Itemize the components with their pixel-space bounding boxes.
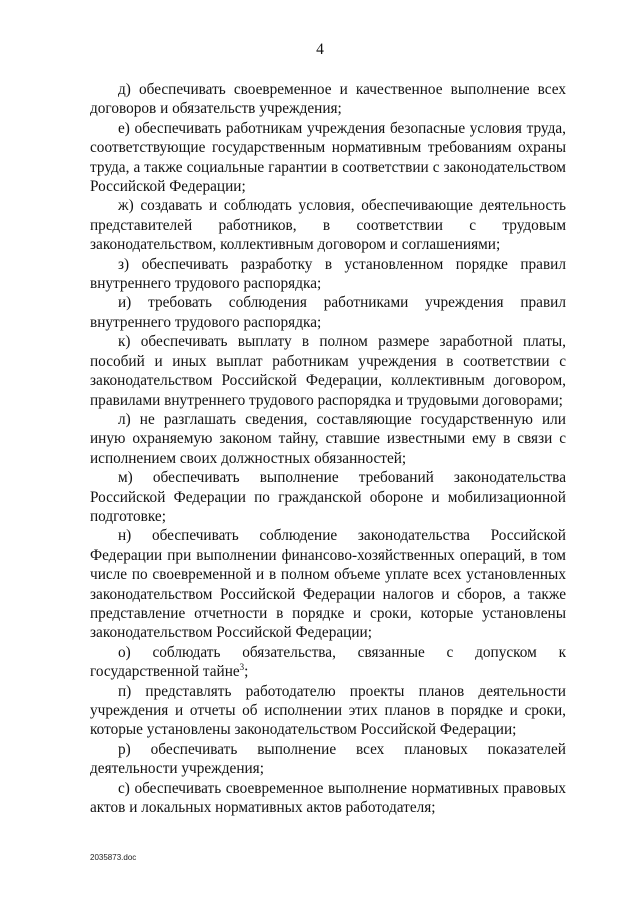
paragraph-l xyxy=(90,410,566,468)
paragraph-p xyxy=(90,682,566,740)
paragraph-z xyxy=(90,255,566,294)
paragraph-text: с) обеспечивать своевременное выполнение нормативных правовых актов и локальных нормативных актов работодателя; xyxy=(90,779,566,817)
paragraph-i xyxy=(90,293,566,332)
paragraph-e xyxy=(90,119,566,197)
paragraph-text: п) представлять работодателю проекты планов деятельности учреждения и отчеты об исполнении этих планов в порядке и сроки, которые установлены законодательством Российской Федерации; xyxy=(90,682,566,739)
page-number: 4 xyxy=(316,41,324,58)
paragraph-k xyxy=(90,332,566,410)
paragraph-r xyxy=(90,740,566,779)
paragraph-d xyxy=(90,80,566,119)
paragraph-zh xyxy=(90,196,566,254)
paragraph-text: л) не разглашать сведения, составляющие государственную или иную охраняемую законом тайну, ставшие известными ему в связи с исполнением своих должностных обязанностей; xyxy=(90,410,566,467)
document-file-id: 2035873.doc xyxy=(90,853,137,862)
paragraph-n xyxy=(90,526,566,642)
footnote-marker: 3 xyxy=(239,662,245,673)
paragraph-s xyxy=(90,779,566,818)
paragraph-text: р) обеспечивать выполнение всех плановых показателей деятельности учреждения; xyxy=(90,740,566,778)
paragraph-text: д) обеспечивать своевременное и качественное выполнение всех договоров и обязательств учреждения; xyxy=(90,81,566,118)
paragraph-text: о) соблюдать обязательства, связанные с допуском к государственной тайне xyxy=(90,643,566,681)
paragraph-text: ж) создавать и соблюдать условия, обеспечивающие деятельность представителей работников, в соответствии с трудовым законодательством, коллективным договором и соглашениями; xyxy=(90,197,566,254)
paragraph-tail: ; xyxy=(244,663,249,681)
paragraph-m xyxy=(90,468,566,526)
paragraph-o xyxy=(90,643,566,682)
paragraph-text: з) обеспечивать разработку в установленном порядке правил внутреннего трудового распорядка; xyxy=(90,255,566,293)
paragraph-text: и) требовать соблюдения работниками учреждения правил внутреннего трудового распорядка; xyxy=(90,294,566,331)
paragraph-text: н) обеспечивать соблюдение законодательства Российской Федерации при выполнении финансово-хозяйственных операций, в том числе по своевременной и в полном объеме уплате всех установленных законодательством Российской Федерации налогов и сборов, а также представление отчетности в порядке и сроки, которые установлены законодательством Российской Федерации; xyxy=(90,527,566,642)
paragraph-text: к) обеспечивать выплату в полном размере заработной платы, пособий и иных выплат работникам учреждения в соответствии с законодательством Российской Федерации, коллективным договором, правилами внутреннего трудового распорядка и трудовыми договорами; xyxy=(90,333,566,409)
paragraph-text: м) обеспечивать выполнение требований законодательства Российской Федерации по гражданской обороне и мобилизационной подготовке; xyxy=(90,469,566,525)
body-text xyxy=(90,80,566,817)
paragraph-text: е) обеспечивать работникам учреждения безопасные условия труда, соответствующие государственным нормативным требованиям охраны труда, а также социальные гарантии в соответствии с законодательством Российской Федерации; xyxy=(90,119,566,196)
